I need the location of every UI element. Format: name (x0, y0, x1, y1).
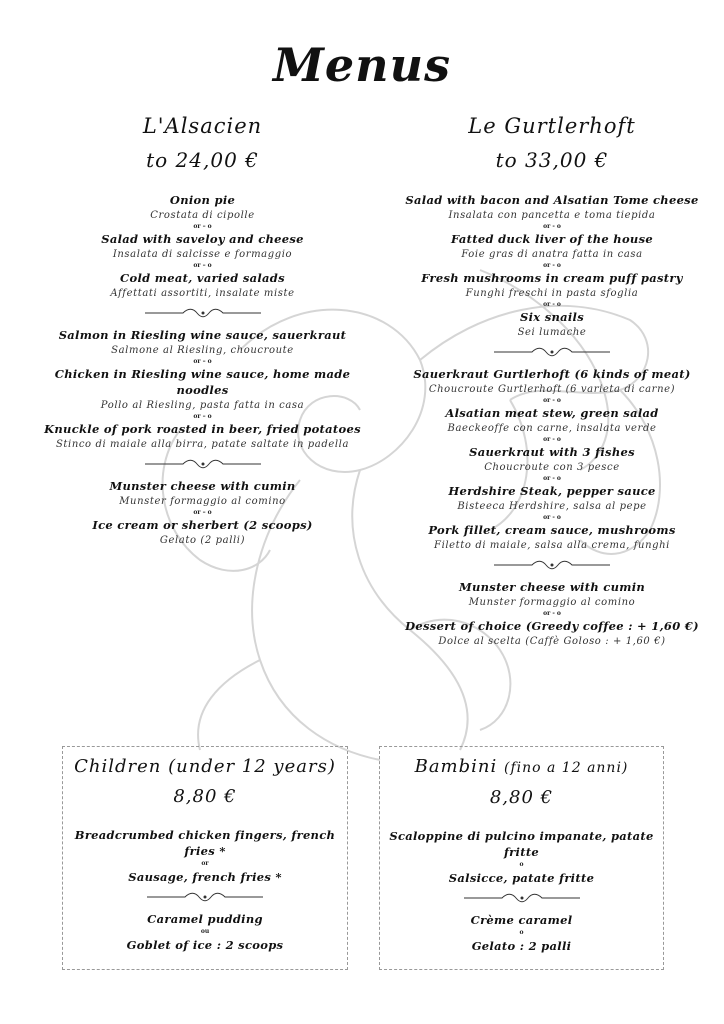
dish-translation: Affettati assortiti, insalate miste (110, 288, 295, 299)
box-title-sub: (fino a 12 anni) (503, 760, 629, 776)
dish: Pork fillet, cream sauce, mushrooms (428, 523, 676, 537)
or-separator: or - o (543, 397, 561, 404)
dish-translation: Gelato (2 palli) (159, 535, 246, 546)
page-title: Menus (273, 38, 451, 92)
dish: Salad with bacon and Alsatian Tome cheese (405, 193, 699, 207)
box-price: 8,80 € (489, 787, 554, 808)
or-separator: or - o (543, 301, 561, 308)
or-separator: or - o (543, 610, 561, 617)
dish: Sauerkraut Gurtlerhoft (6 kinds of meat) (413, 367, 691, 381)
or-separator: or - o (543, 223, 561, 230)
or-separator: or - o (543, 262, 561, 269)
box-title-main: Bambini (414, 756, 498, 777)
dish-translation: Sei lumache (517, 327, 587, 338)
dish: Herdshire Steak, pepper sauce (448, 484, 656, 498)
dish-translation: Foie gras di anatra fatta in casa (461, 249, 643, 260)
dish-translation: Munster formaggio al comino (119, 496, 286, 507)
dish-translation: Insalata di salcisse e formaggio (112, 249, 293, 260)
dish: Cold meat, varied salads (120, 271, 285, 285)
menu-price: to 24,00 € (146, 148, 259, 172)
flourish-divider-icon (376, 342, 724, 362)
dish: Six snails (519, 310, 585, 324)
dish-translation: Dolce al scelta (Caffè Goloso : + 1,60 €) (438, 636, 666, 647)
dish-translation: Filetto di maiale, salsa alla crema, funghi (434, 540, 670, 551)
or-separator: or (201, 860, 209, 867)
dish-translation: Funghi freschi in pasta sfoglia (465, 288, 639, 299)
or-separator: or – o (193, 413, 212, 420)
dish: Salmon in Riesling wine sauce, sauerkraut (58, 328, 347, 342)
or-separator: or – o (193, 223, 212, 230)
dish: Caramel pudding (147, 912, 263, 926)
dish-translation: Choucroute Gurtlerhoft (6 varieta di carne) (428, 384, 676, 395)
or-separator: ou (200, 928, 210, 935)
dish: Fatted duck liver of the house (451, 232, 653, 246)
dish-translation: Bisteeca Herdshire, salsa al pepe (457, 501, 647, 512)
flourish-divider-icon (30, 454, 375, 474)
dish-translation: Munster formaggio al comino (468, 597, 636, 608)
dish: Sauerkraut with 3 fishes (469, 445, 635, 459)
flourish-divider-icon (30, 303, 375, 323)
dish-translation: Salmone al Riesling, choucroute (111, 345, 294, 356)
menu-price: to 33,00 € (495, 148, 609, 172)
dish: Crème caramel (470, 913, 573, 927)
dish: Gelato : 2 palli (471, 939, 572, 953)
dish: Breadcrumbed chicken fingers, french fries * (74, 828, 336, 858)
or-separator: or - o (543, 514, 561, 521)
box-title (380, 755, 663, 780)
or-separator: o (519, 929, 524, 936)
dish: Scaloppine di pulcino impanate, patate fritte (389, 829, 654, 859)
bambini-menu-box (379, 746, 664, 970)
box-title: Children (under 12 years) (74, 756, 336, 777)
dish: Dessert of choice (Greedy coffee : + 1,60 €) (405, 619, 699, 633)
menu-name: L'Alsacien (142, 114, 263, 138)
dish: Munster cheese with cumin (458, 580, 646, 594)
dish: Sausage, french fries * (128, 870, 282, 884)
dish-translation: Baeckeoffe con carne, insalata verde (447, 423, 657, 434)
dish-translation: Insalata con pancetta e toma tiepida (448, 210, 656, 221)
or-separator: or - o (543, 436, 561, 443)
or-separator: or - o (543, 475, 561, 482)
dish: Salsicce, patate fritte (448, 871, 595, 885)
menu-name: Le Gurtlerhoft (468, 114, 636, 138)
dish-translation: Choucroute con 3 pesce (484, 462, 620, 473)
dish: Onion pie (169, 193, 236, 207)
box-price: 8,80 € (173, 786, 237, 807)
dish: Fresh mushrooms in cream puff pastry (421, 271, 683, 285)
flourish-divider-icon (376, 555, 724, 575)
menu-alsacien (30, 112, 375, 548)
or-separator: o (519, 861, 524, 868)
flourish-divider-icon (63, 887, 347, 907)
menu-gurtlerhoft (376, 112, 724, 649)
dish: Ice cream or sherbert (2 scoops) (92, 518, 313, 532)
or-separator: or – o (193, 262, 212, 269)
dish: Munster cheese with cumin (109, 479, 296, 493)
dish: Goblet of ice : 2 scoops (126, 938, 284, 952)
dish: Alsatian meat stew, green salad (445, 406, 659, 420)
dish: Chicken in Riesling wine sauce, home made noodles (54, 367, 351, 397)
dish-translation: Pollo al Riesling, pasta fatta in casa (100, 400, 305, 411)
or-separator: or – o (193, 358, 212, 365)
children-menu-box (62, 746, 348, 970)
dish-translation: Stinco di maiale alla birra, patate saltate in padella (55, 439, 350, 450)
dish: Knuckle of pork roasted in beer, fried potatoes (44, 422, 361, 436)
or-separator: or – o (193, 509, 212, 516)
flourish-divider-icon (380, 888, 663, 908)
dish: Salad with saveloy and cheese (101, 232, 304, 246)
dish-translation: Crostata di cipolle (150, 210, 255, 221)
